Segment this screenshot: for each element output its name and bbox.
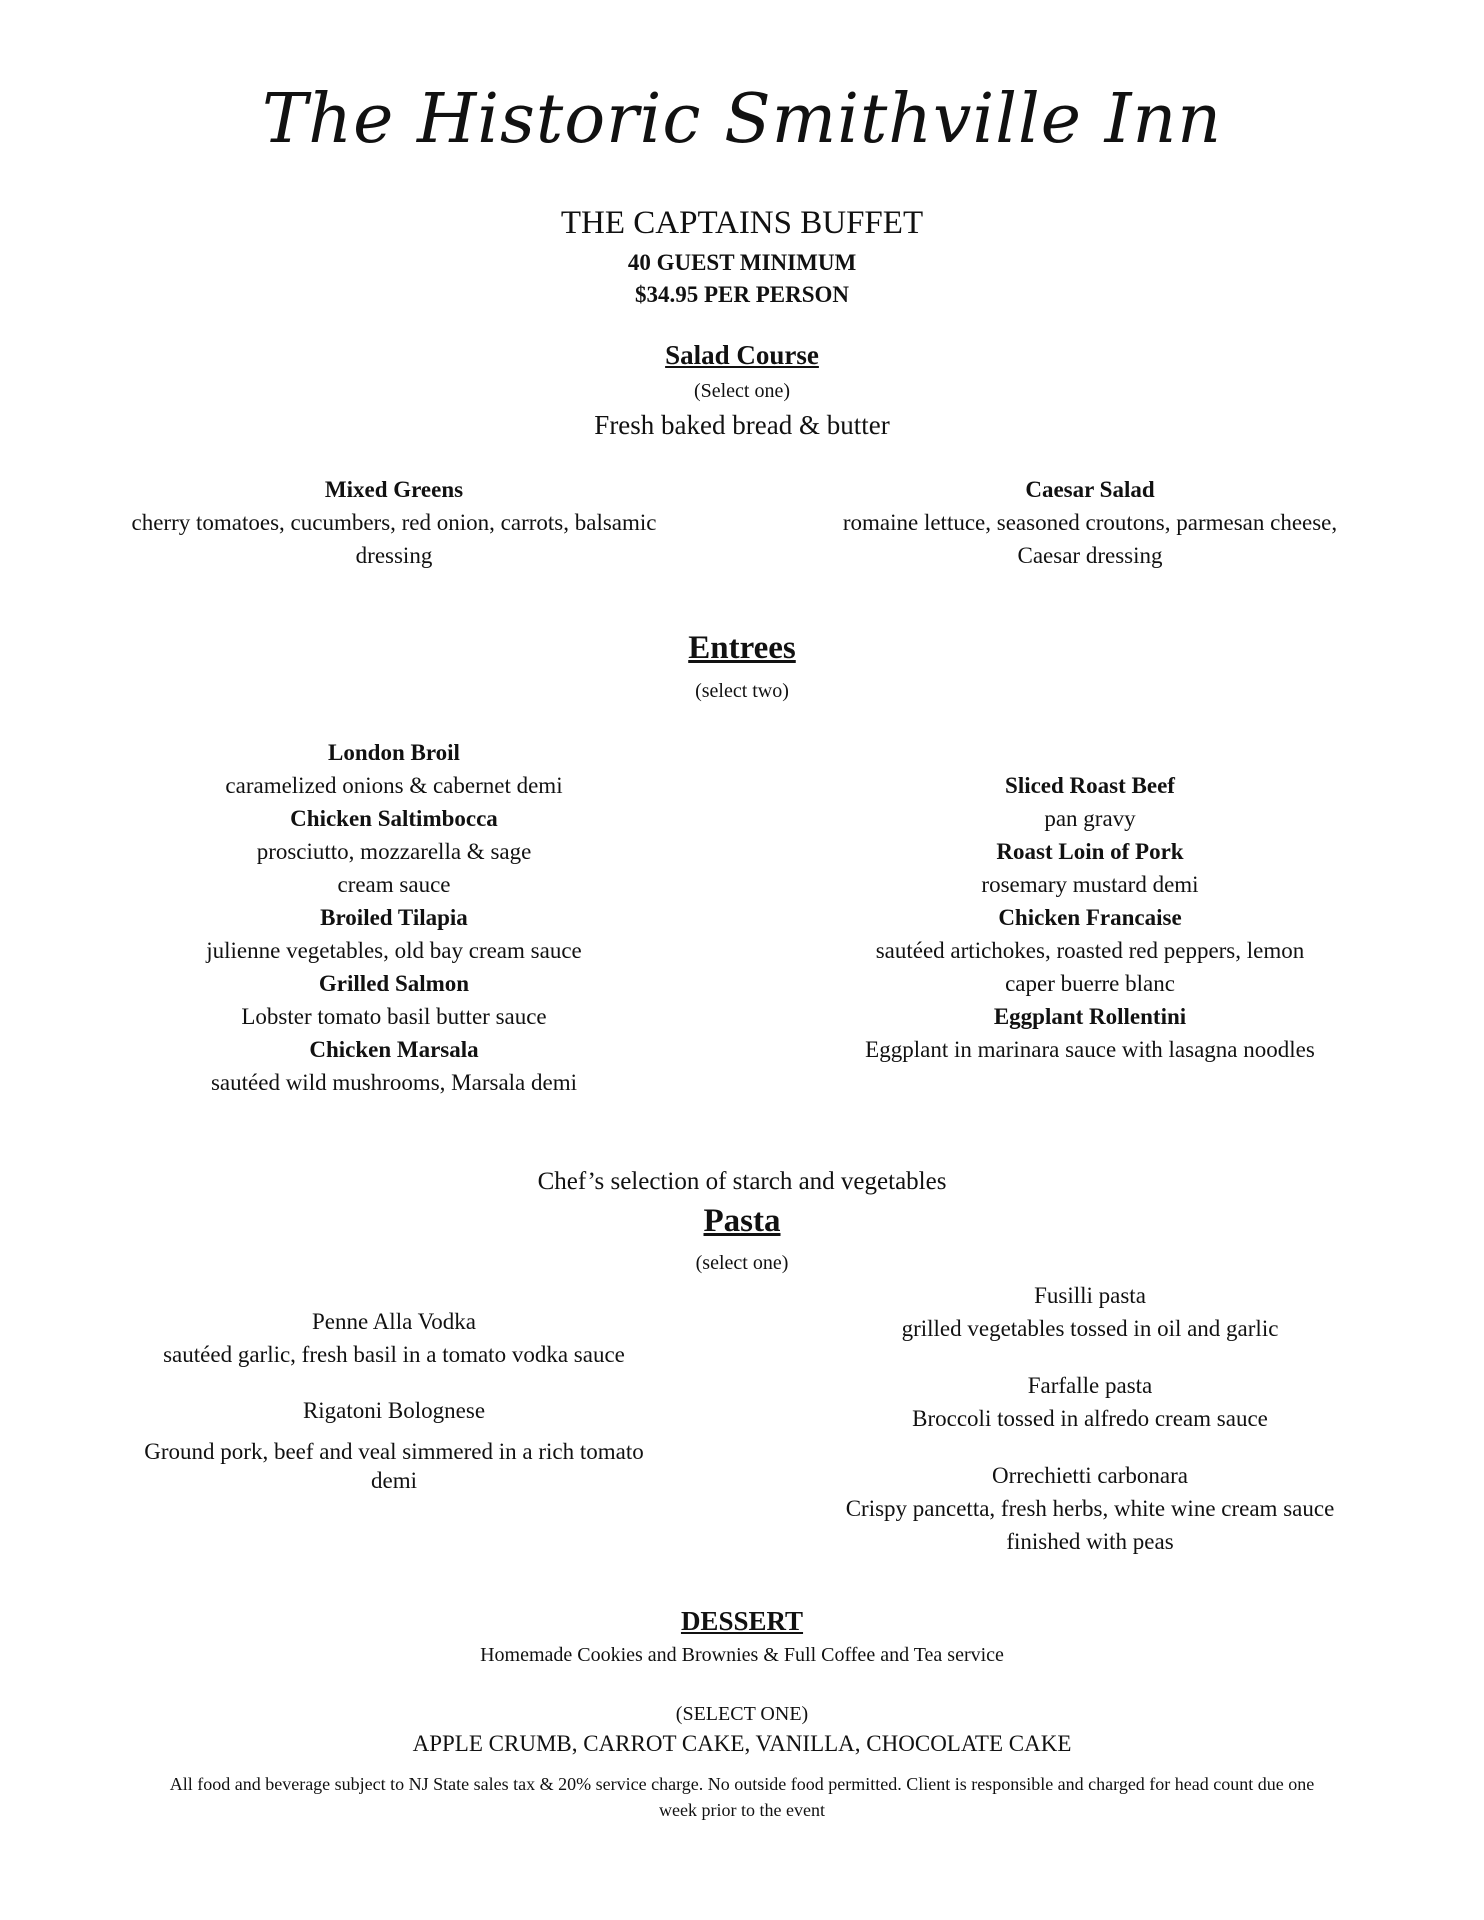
entree-name: London Broil	[328, 740, 460, 765]
pasta-desc: Ground pork, beef and veal simmered in a rich tomato	[144, 1439, 644, 1464]
price-per-person: $34.95 PER PERSON	[634, 282, 850, 307]
pasta-item	[790, 1279, 1390, 1345]
pasta-desc: Broccoli tossed in alfredo cream sauce	[912, 1406, 1268, 1431]
entrees-left-column	[88, 736, 700, 1099]
pasta-desc: demi	[371, 1468, 417, 1493]
page-title: The Historic Smithville Inn	[261, 80, 1223, 159]
entree-name: Roast Loin of Pork	[996, 839, 1184, 864]
guest-minimum: 40 GUEST MINIMUM	[627, 250, 857, 275]
entree-desc: Eggplant in marinara sauce with lasagna noodles	[865, 1037, 1315, 1062]
salad-item-desc: dressing	[355, 543, 433, 568]
pasta-desc: finished with peas	[1006, 1529, 1174, 1554]
entree-desc: caper buerre blanc	[1005, 971, 1175, 996]
pasta-item	[88, 1305, 700, 1371]
entree-desc: sautéed artichokes, roasted red peppers, lemon	[875, 938, 1305, 963]
salad-instruction: (Select one)	[693, 380, 791, 402]
entree-desc: pan gravy	[1044, 806, 1136, 831]
salad-item	[88, 473, 700, 572]
salad-item-desc: cherry tomatoes, cucumbers, red onion, carrots, balsamic	[131, 510, 657, 535]
entree-desc: cream sauce	[337, 872, 451, 897]
entree-desc: rosemary mustard demi	[981, 872, 1199, 897]
salad-item-desc: romaine lettuce, seasoned croutons, parmesan cheese,	[842, 510, 1338, 535]
entree-desc: caramelized onions & cabernet demi	[225, 773, 563, 798]
dessert-note: Homemade Cookies and Brownies & Full Coffee and Tea service	[480, 1644, 1004, 1666]
starch-note: Chef’s selection of starch and vegetables	[537, 1168, 947, 1195]
salad-item-desc: Caesar dressing	[1017, 543, 1163, 568]
dessert-instruction: (SELECT ONE)	[675, 1703, 809, 1725]
buffet-name: THE CAPTAINS BUFFET	[560, 205, 924, 241]
entree-name: Sliced Roast Beef	[1005, 773, 1175, 798]
pasta-desc: grilled vegetables tossed in oil and garlic	[901, 1316, 1279, 1341]
pasta-instruction: (select one)	[695, 1252, 789, 1274]
pasta-item	[88, 1394, 700, 1427]
pasta-name: Fusilli pasta	[1034, 1283, 1146, 1308]
pasta-name: Penne Alla Vodka	[312, 1309, 476, 1334]
entree-desc: sautéed wild mushrooms, Marsala demi	[210, 1070, 577, 1095]
pasta-desc: sautéed garlic, fresh basil in a tomato vodka sauce	[163, 1342, 625, 1367]
salad-heading: Salad Course	[665, 340, 819, 370]
entree-desc: prosciutto, mozzarella & sage	[256, 839, 532, 864]
pasta-item	[790, 1369, 1390, 1435]
entrees-right-column	[790, 769, 1390, 1066]
pasta-name: Rigatoni Bolognese	[302, 1398, 486, 1423]
pasta-item	[790, 1459, 1390, 1558]
entree-name: Chicken Saltimbocca	[290, 806, 498, 831]
dessert-options: APPLE CRUMB, CARROT CAKE, VANILLA, CHOCOLATE CAKE	[412, 1731, 1072, 1756]
footer-line: All food and beverage subject to NJ State sales tax & 20% service charge. No outside food permitted. Client is responsible and charged for head count due one	[169, 1774, 1315, 1794]
footer-line: week prior to the event	[659, 1800, 825, 1820]
bread-note: Fresh baked bread & butter	[594, 410, 890, 440]
entree-name: Broiled Tilapia	[320, 905, 468, 930]
pasta-desc: Crispy pancetta, fresh herbs, white wine cream sauce	[845, 1496, 1335, 1521]
footer-disclaimer	[80, 1771, 1404, 1823]
pasta-name: Farfalle pasta	[1027, 1373, 1153, 1398]
entrees-heading: Entrees	[688, 630, 796, 666]
pasta-item-desc-block	[88, 1437, 700, 1495]
entrees-instruction: (select two)	[695, 680, 789, 702]
entree-name: Eggplant Rollentini	[993, 1004, 1187, 1029]
entree-desc: Lobster tomato basil butter sauce	[241, 1004, 547, 1029]
pasta-heading: Pasta	[703, 1203, 781, 1239]
salad-item-name: Mixed Greens	[324, 477, 464, 502]
entree-desc: julienne vegetables, old bay cream sauce	[206, 938, 582, 963]
pasta-name: Orrechietti carbonara	[991, 1463, 1189, 1488]
entree-name: Chicken Marsala	[309, 1037, 479, 1062]
entree-name: Chicken Francaise	[998, 905, 1182, 930]
salad-item-name: Caesar Salad	[1025, 477, 1155, 502]
dessert-heading: DESSERT	[680, 1606, 804, 1636]
entree-name: Grilled Salmon	[318, 971, 470, 996]
salad-item	[790, 473, 1390, 572]
